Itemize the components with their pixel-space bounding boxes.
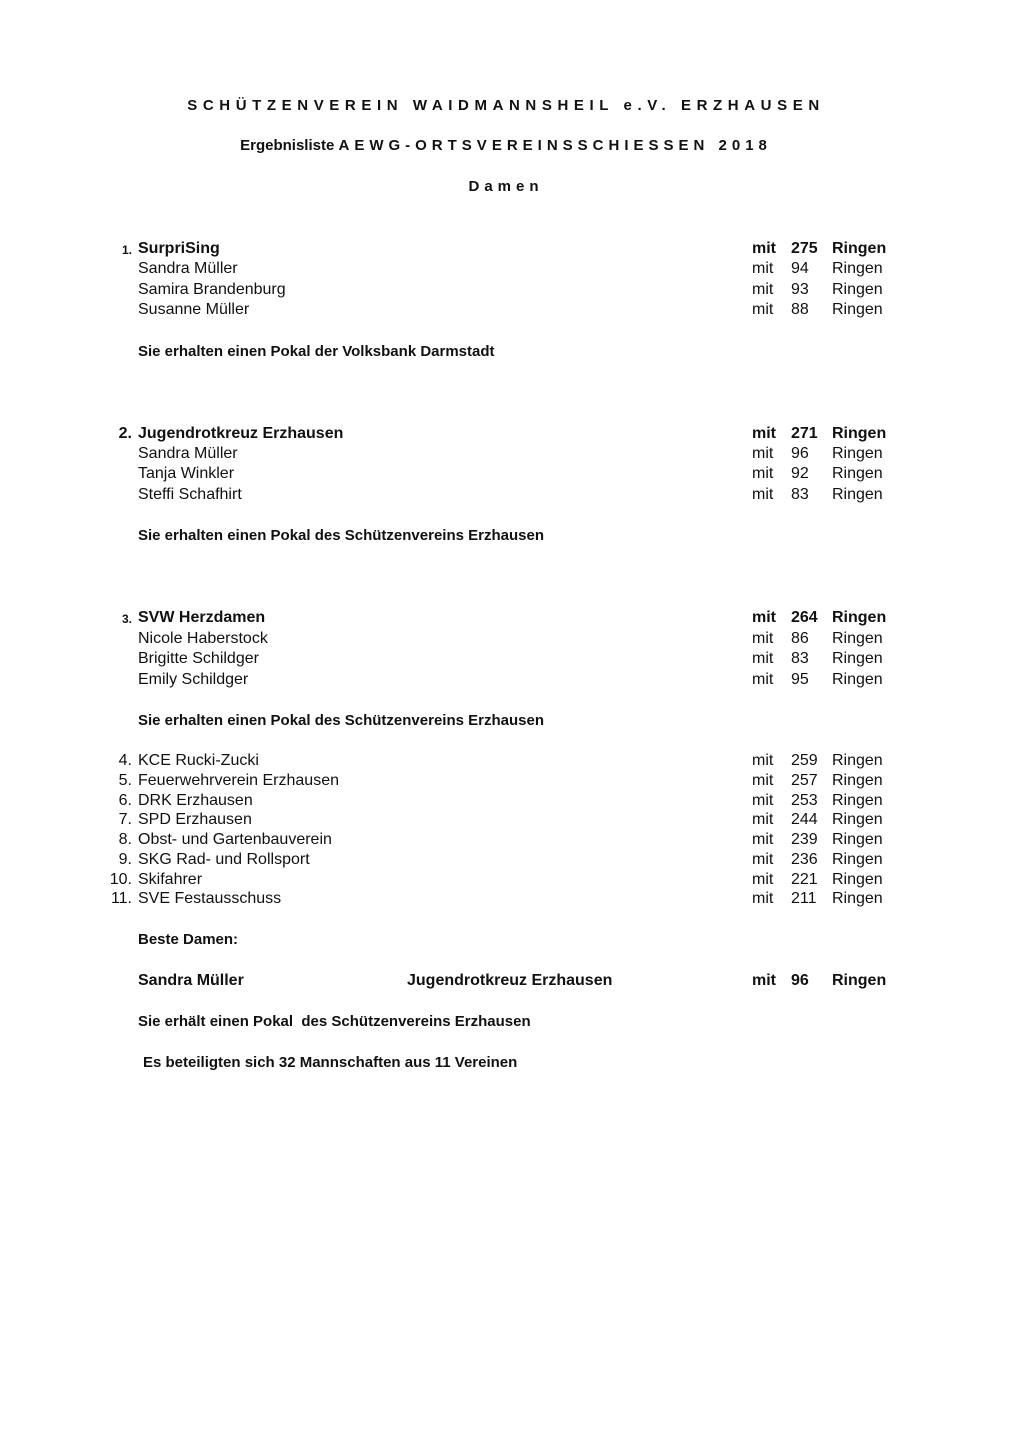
mit-label: mit	[752, 301, 774, 318]
team-score: 271	[791, 425, 818, 442]
member-score: 83	[791, 486, 809, 503]
mit-label: mit	[752, 752, 774, 769]
award-line	[0, 342, 1012, 362]
team-row-3	[0, 608, 1012, 628]
participation-line	[0, 1053, 1012, 1073]
ringen-label: Ringen	[832, 281, 883, 298]
document-title: SCHÜTZENVEREIN WAIDMANNSHEIL e.V. ERZHAUSEN	[187, 97, 825, 114]
team-score: 275	[791, 240, 818, 257]
member-score: 92	[791, 465, 809, 482]
best-name: Sandra Müller	[138, 972, 244, 989]
ringen-label: Ringen	[832, 752, 883, 769]
best-score: 96	[791, 972, 809, 989]
team-name: SKG Rad- und Rollsport	[138, 851, 310, 868]
ringen-label: Ringen	[832, 972, 887, 989]
team-name: Skifahrer	[138, 871, 203, 888]
ringen-label: Ringen	[832, 871, 883, 888]
ringen-label: Ringen	[832, 811, 883, 828]
ringen-label: Ringen	[832, 851, 883, 868]
member-score: 96	[791, 445, 809, 462]
team-score: 211	[791, 890, 817, 907]
team-row-1	[0, 239, 1012, 259]
best-heading: Beste Damen:	[138, 931, 239, 948]
mit-label: mit	[752, 851, 774, 868]
member-name: Samira Brandenburg	[138, 281, 286, 298]
rank: 5.	[118, 772, 132, 789]
mit-label: mit	[752, 281, 774, 298]
best-award-line	[0, 1012, 1012, 1032]
member-score: 86	[791, 630, 809, 647]
member-row	[0, 464, 1012, 484]
team-name: SPD Erzhausen	[138, 811, 252, 828]
team-name: Jugendrotkreuz Erzhausen	[138, 425, 344, 442]
ranking-row	[0, 810, 1012, 830]
ringen-label: Ringen	[832, 671, 883, 688]
mit-label: mit	[752, 831, 774, 848]
team-score: 253	[791, 792, 818, 809]
team-score: 259	[791, 752, 818, 769]
mit-label: mit	[752, 609, 776, 626]
rank: 4.	[118, 752, 132, 769]
member-score: 88	[791, 301, 809, 318]
ringen-label: Ringen	[832, 465, 883, 482]
participation-text: Es beteiligten sich 32 Mannschaften aus 11 Vereinen	[143, 1054, 518, 1071]
member-name: Brigitte Schildger	[138, 650, 259, 667]
mit-label: mit	[752, 890, 774, 907]
best-heading-row	[0, 930, 1012, 950]
ringen-label: Ringen	[832, 240, 887, 257]
rank: 2.	[118, 425, 132, 442]
award-text: Sie erhalten einen Pokal der Volksbank Darmstadt	[138, 343, 495, 360]
ranking-row	[0, 850, 1012, 870]
mit-label: mit	[752, 425, 776, 442]
best-row	[0, 971, 1012, 991]
ringen-label: Ringen	[832, 260, 883, 277]
ringen-label: Ringen	[832, 890, 883, 907]
member-row	[0, 485, 1012, 505]
mit-label: mit	[752, 772, 774, 789]
ringen-label: Ringen	[832, 772, 883, 789]
best-award-text: Sie erhält einen Pokal des Schützenvereins Erzhausen	[138, 1013, 531, 1030]
ringen-label: Ringen	[832, 650, 883, 667]
rank: 7.	[118, 811, 132, 828]
rank: 3.	[121, 612, 132, 626]
mit-label: mit	[752, 260, 774, 277]
ringen-label: Ringen	[832, 425, 887, 442]
team-name: SurpriSing	[138, 240, 220, 257]
award-line	[0, 526, 1012, 546]
ranking-row	[0, 889, 1012, 909]
ringen-label: Ringen	[832, 445, 883, 462]
team-row-2	[0, 424, 1012, 444]
member-row	[0, 280, 1012, 300]
team-name: KCE Rucki-Zucki	[138, 752, 259, 769]
team-score: 244	[791, 811, 818, 828]
member-row	[0, 444, 1012, 464]
team-score: 239	[791, 831, 818, 848]
ringen-label: Ringen	[832, 486, 883, 503]
member-row	[0, 649, 1012, 669]
mit-label: mit	[752, 630, 774, 647]
ranking-row	[0, 791, 1012, 811]
team-name: Obst- und Gartenbauverein	[138, 831, 332, 848]
member-row	[0, 629, 1012, 649]
mit-label: mit	[752, 486, 774, 503]
member-name: Nicole Haberstock	[138, 630, 268, 647]
ringen-label: Ringen	[832, 630, 883, 647]
team-name: Feuerwehrverein Erzhausen	[138, 772, 339, 789]
team-score: 221	[791, 871, 818, 888]
team-score: 264	[791, 609, 818, 626]
member-name: Emily Schildger	[138, 671, 249, 688]
rank: 9.	[118, 851, 132, 868]
team-name: SVW Herzdamen	[138, 609, 266, 626]
team-name: DRK Erzhausen	[138, 792, 253, 809]
mit-label: mit	[752, 445, 774, 462]
rank: 1.	[121, 243, 132, 257]
rank: 11.	[110, 890, 132, 907]
ringen-label: Ringen	[832, 792, 883, 809]
team-name: SVE Festausschuss	[138, 890, 282, 907]
mit-label: mit	[752, 240, 776, 257]
award-text: Sie erhalten einen Pokal des Schützenvereins Erzhausen	[138, 712, 544, 729]
member-name: Sandra Müller	[138, 445, 238, 462]
mit-label: mit	[752, 811, 774, 828]
team-score: 257	[791, 772, 818, 789]
section-heading: Damen	[468, 178, 544, 195]
ringen-label: Ringen	[832, 301, 883, 318]
member-name: Susanne Müller	[138, 301, 250, 318]
member-row	[0, 300, 1012, 320]
ringen-label: Ringen	[832, 831, 883, 848]
member-score: 94	[791, 260, 809, 277]
subtitle-prefix: Ergebnisliste	[240, 137, 339, 154]
member-row	[0, 670, 1012, 690]
team-score: 236	[791, 851, 818, 868]
rank: 10.	[109, 871, 132, 888]
ranking-row	[0, 830, 1012, 850]
document-subtitle	[0, 137, 1012, 154]
member-row	[0, 259, 1012, 279]
ringen-label: Ringen	[832, 609, 887, 626]
mit-label: mit	[752, 871, 774, 888]
ranking-row	[0, 751, 1012, 771]
mit-label: mit	[752, 465, 774, 482]
member-name: Tanja Winkler	[138, 465, 235, 482]
member-name: Sandra Müller	[138, 260, 238, 277]
mit-label: mit	[752, 671, 774, 688]
mit-label: mit	[752, 650, 774, 667]
rank: 6.	[118, 792, 132, 809]
best-club: Jugendrotkreuz Erzhausen	[407, 972, 613, 989]
member-name: Steffi Schafhirt	[138, 486, 242, 503]
award-text: Sie erhalten einen Pokal des Schützenvereins Erzhausen	[138, 527, 544, 544]
ranking-row	[0, 870, 1012, 890]
mit-label: mit	[752, 792, 774, 809]
mit-label: mit	[752, 972, 776, 989]
member-score: 83	[791, 650, 809, 667]
ranking-row	[0, 771, 1012, 791]
rank: 8.	[118, 831, 132, 848]
subtitle-main: AEWG-ORTSVEREINSSCHIESSEN 2018	[338, 137, 772, 154]
member-score: 95	[791, 671, 809, 688]
award-line	[0, 711, 1012, 731]
member-score: 93	[791, 281, 809, 298]
